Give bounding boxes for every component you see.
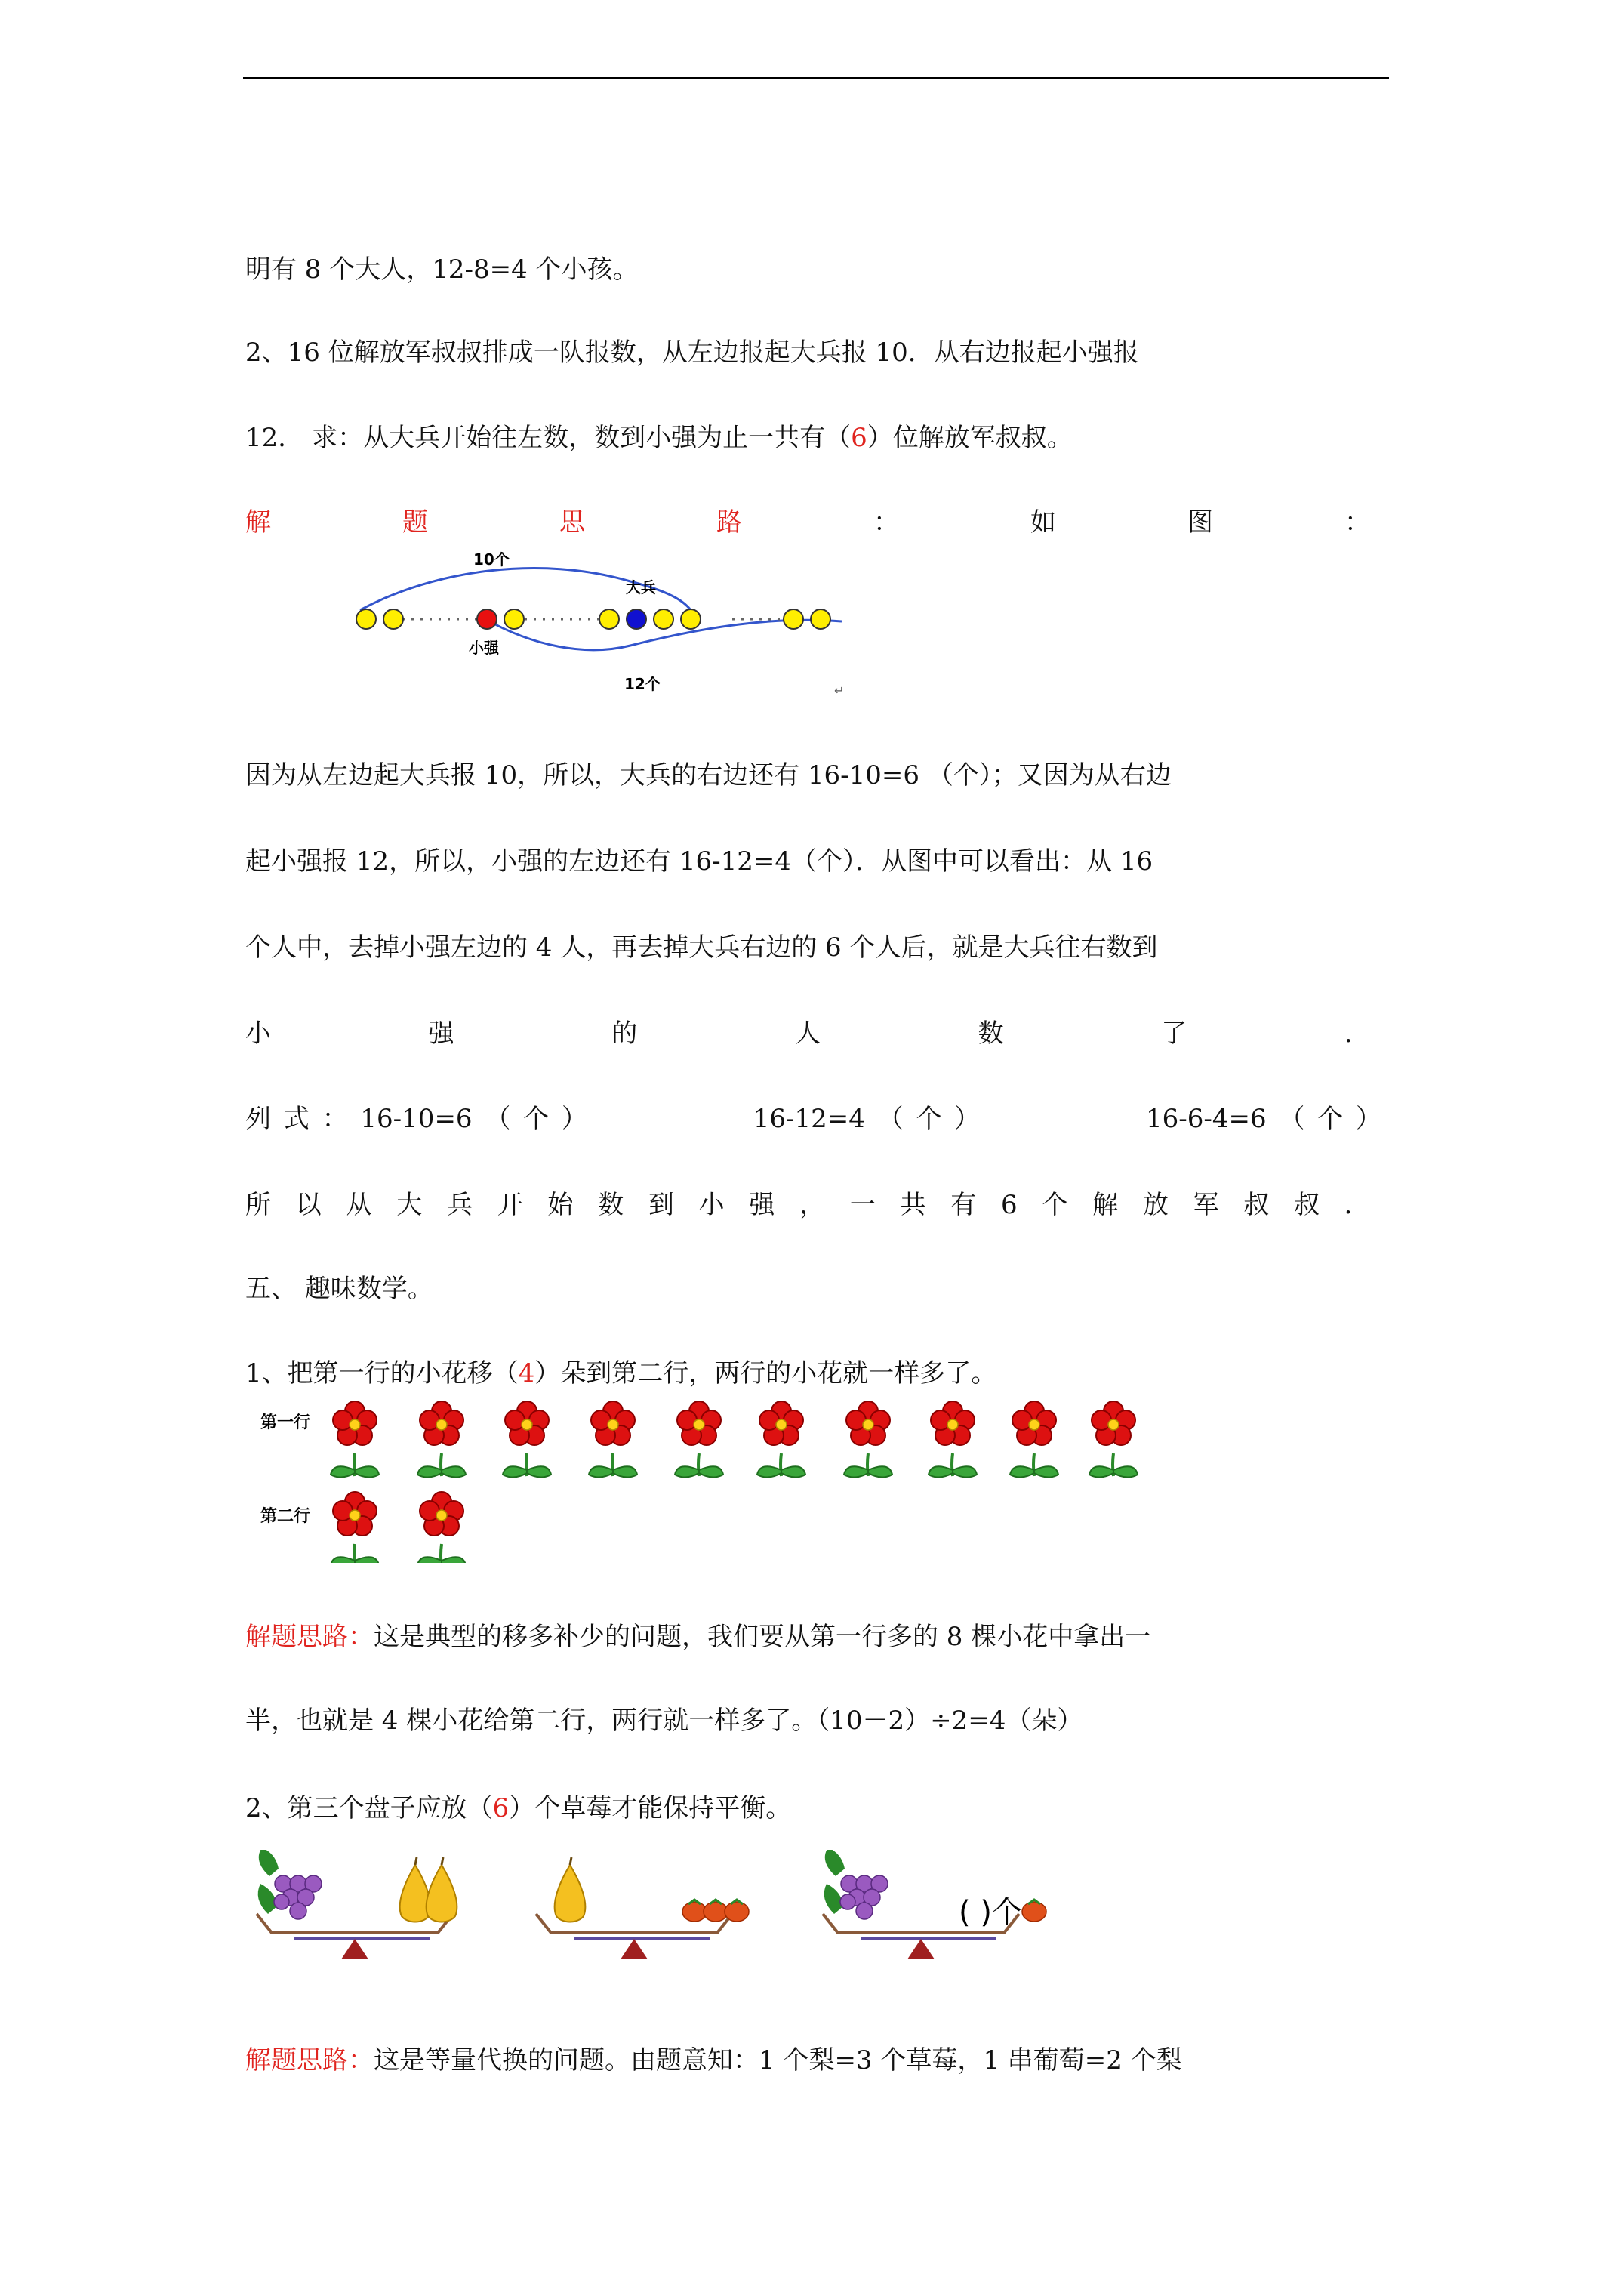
char: 兵 — [446, 1190, 473, 1220]
soldier-dot — [681, 609, 701, 629]
char: 小 — [698, 1190, 725, 1220]
char: 大 — [396, 1190, 423, 1220]
char: 了 — [1161, 1019, 1187, 1049]
label-top: 10个 — [473, 550, 510, 569]
char: 开 — [497, 1190, 523, 1220]
char: ． — [1344, 1190, 1370, 1220]
text-part: 12． 求：从大兵开始往左数，数到小强为止一共有（ — [245, 423, 852, 453]
char: 6 — [1001, 1190, 1018, 1220]
scale-2 — [536, 1857, 749, 1959]
flower-row1 — [1010, 1401, 1058, 1478]
char: 有 — [950, 1190, 977, 1220]
scale-3 — [823, 1850, 1046, 1959]
soldier-dot — [383, 609, 403, 629]
problem-line — [245, 1790, 1378, 1826]
flower-row1 — [757, 1401, 805, 1478]
char: ： — [1344, 507, 1370, 538]
solution-line — [245, 1619, 1378, 1655]
text-line: 起小强报 12，所以，小强的左边还有 16-12=4（个）．从图中可以看出：从 16 — [245, 846, 1153, 877]
label-dabing: 大兵 — [626, 578, 656, 596]
formula-line — [245, 1101, 1381, 1137]
text-line-justified — [245, 1015, 1370, 1052]
char: 放 — [1142, 1190, 1169, 1220]
soldier-dot — [599, 609, 619, 629]
text-line: 因为从左边起大兵报 10，所以，大兵的右边还有 16-10=6 （个）；又因为从右边 — [245, 760, 1172, 791]
char: 小 — [245, 1019, 271, 1049]
label-xiaoqiang: 小强 — [469, 639, 499, 657]
solution-heading — [245, 504, 1370, 541]
char: 叔 — [1243, 1190, 1270, 1220]
flower-row1 — [417, 1401, 466, 1478]
char: 以 — [295, 1190, 322, 1220]
flower-rows — [249, 1401, 1155, 1563]
text-part: 这是等量代换的问题。由题意知：1 个梨=3 个草莓，1 串葡萄=2 个梨 — [374, 2045, 1182, 2076]
char: 强 — [749, 1190, 775, 1220]
char: 从 — [346, 1190, 372, 1220]
flower-row1 — [589, 1401, 637, 1478]
flower-row1 — [929, 1401, 977, 1478]
flower-row1 — [844, 1401, 892, 1478]
scale-1 — [257, 1850, 457, 1959]
text-part: ）个草莓才能保持平衡。 — [509, 1793, 792, 1823]
char: 解 — [1092, 1190, 1119, 1220]
solution-label: 解题思路： — [245, 2045, 374, 2076]
row2-label: 第二行 — [260, 1507, 311, 1526]
char: 强 — [428, 1019, 454, 1049]
char: 路 — [716, 507, 742, 538]
flower-row2 — [331, 1492, 379, 1563]
char: 人 — [794, 1019, 821, 1049]
solution-line — [245, 2042, 1378, 2079]
char: 一 — [849, 1190, 876, 1220]
char: 如 — [1030, 507, 1056, 538]
balance-scales — [249, 1850, 1079, 1986]
xiaoqiang-dot — [477, 609, 497, 629]
answer-value: 4 — [518, 1358, 535, 1388]
text-line: 明有 8 个大人，12-8=4 个小孩。 — [245, 254, 639, 285]
formula-3: 16-6-4=6 （ 个 ） — [1145, 1104, 1381, 1134]
char: 的 — [611, 1019, 638, 1049]
row1-label: 第一行 — [260, 1413, 311, 1432]
dabing-dot — [627, 609, 646, 629]
char: 题 — [402, 507, 428, 538]
paragraph-mark: ↵ — [834, 683, 845, 698]
text-line: 个人中，去掉小强左边的 4 人，再去掉大兵右边的 6 个人后，就是大兵往右数到 — [245, 932, 1158, 963]
char: 共 — [900, 1190, 926, 1220]
char: ． — [1344, 1019, 1370, 1049]
header-rule — [243, 77, 1389, 79]
soldier-dot — [654, 609, 673, 629]
formula-2: 16-12=4 （ 个 ） — [753, 1104, 981, 1134]
text-part: 这是典型的移多补少的问题，我们要从第一行多的 8 棵小花中拿出一 — [374, 1622, 1151, 1652]
flower-row1 — [331, 1401, 379, 1478]
text-part: ）位解放军叔叔。 — [867, 423, 1073, 453]
soldier-dot — [811, 609, 830, 629]
char: 解 — [245, 507, 271, 538]
char: ， — [799, 1190, 826, 1220]
label-bottom: 12个 — [624, 675, 661, 693]
char: 图 — [1187, 507, 1213, 538]
text-part: 2、第三个盘子应放（ — [245, 1793, 493, 1823]
char: 个 — [1042, 1190, 1068, 1220]
char: 思 — [559, 507, 585, 538]
flower-row1 — [503, 1401, 551, 1478]
char: 军 — [1193, 1190, 1219, 1220]
answer-value: 6 — [851, 423, 867, 453]
text-part: 1、把第一行的小花移（ — [245, 1358, 519, 1388]
char: 数 — [598, 1190, 624, 1220]
char: 叔 — [1294, 1190, 1320, 1220]
text-line: 半，也就是 4 棵小花给第二行，两行就一样多了。（10－2）÷2=4（朵） — [245, 1706, 1083, 1736]
char: ： — [873, 507, 899, 538]
soldier-dot — [356, 609, 376, 629]
solution-label: 解题思路： — [245, 1622, 374, 1652]
blank-label: ( )个 — [959, 1895, 1022, 1930]
problem-line — [245, 1355, 1378, 1391]
char: 数 — [978, 1019, 1004, 1049]
flower-row2 — [417, 1492, 466, 1563]
soldier-diagram — [343, 540, 857, 706]
text-line: 2、16 位解放军叔叔排成一队报数，从左边报起大兵报 10．从右边报起小强报 — [245, 337, 1139, 368]
formula-1: 列 式 ： 16-10=6 （ 个 ） — [245, 1104, 587, 1134]
problem-line — [245, 420, 1378, 456]
flower-row1 — [1089, 1401, 1138, 1478]
section-heading: 五、 趣味数学。 — [245, 1274, 433, 1304]
answer-value: 6 — [492, 1793, 510, 1823]
flower-row1 — [675, 1401, 723, 1478]
soldier-dot — [784, 609, 803, 629]
text-part: ）朵到第二行，两行的小花就一样多了。 — [534, 1358, 997, 1388]
char: 到 — [648, 1190, 674, 1220]
char: 所 — [245, 1190, 271, 1220]
text-line-justified — [245, 1187, 1370, 1223]
char: 始 — [547, 1190, 574, 1220]
soldier-dot — [504, 609, 524, 629]
